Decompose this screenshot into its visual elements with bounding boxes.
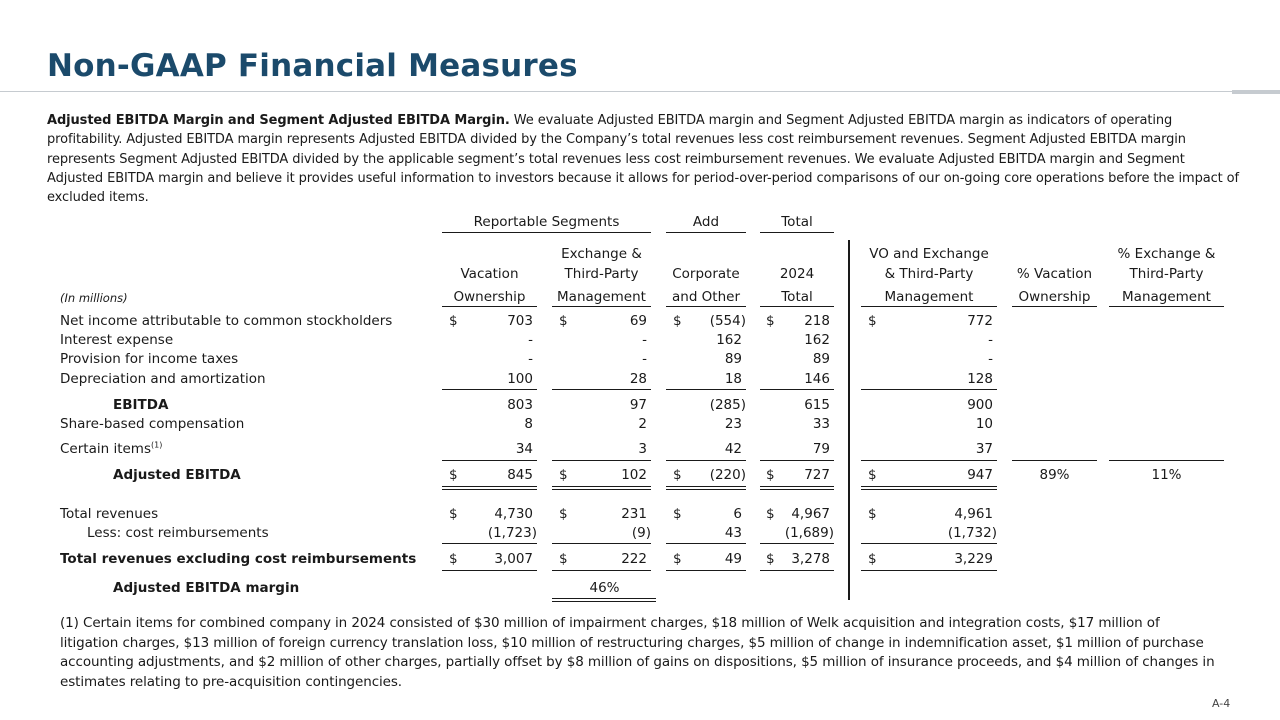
cell-taxes-combo: - bbox=[988, 351, 993, 367]
double-rule bbox=[861, 486, 997, 487]
cell-adj_ebitda-etp: 102 bbox=[621, 467, 647, 483]
title-accent-bar bbox=[1232, 90, 1280, 94]
header-rule bbox=[760, 306, 834, 307]
double-rule bbox=[552, 598, 656, 599]
column-header-etp: Third-Party bbox=[564, 266, 639, 282]
row-label-da: Depreciation and amortization bbox=[60, 371, 266, 387]
cell-adj_ebitda-vo: 845 bbox=[507, 467, 533, 483]
column-header-corp: and Other bbox=[671, 289, 741, 305]
cell-adj_ebitda-combo: 947 bbox=[967, 467, 993, 483]
column-header-vo: Vacation bbox=[460, 266, 519, 282]
cell-interest-etp: - bbox=[642, 332, 647, 348]
column-header-pct_vo: Ownership bbox=[1018, 289, 1091, 305]
cell-adj_ebitda-pct_vo: 89% bbox=[1039, 467, 1070, 483]
column-header-combo: & Third-Party bbox=[884, 266, 974, 282]
cell-sbc-combo: 10 bbox=[975, 416, 993, 432]
table-rule bbox=[760, 389, 834, 390]
table-rule bbox=[1109, 460, 1224, 461]
row-label-net_income: Net income attributable to common stockholders bbox=[60, 313, 393, 329]
cell-taxes-vo: - bbox=[528, 351, 533, 367]
table-rule bbox=[552, 543, 651, 544]
intro-text: We evaluate Adjusted EBITDA margin and Segment Adjusted EBITDA margin as indicators of operating profitability. Adjusted EBITDA margin represents Adjusted EBITDA divided by the Company’s total revenues less cost reimbursement revenues. Segment Adjusted EBITDA margin represents Segment Adjusted EBITDA divided by the applicable segment’s total revenues less cost reimbursement revenues. We evaluate Adjusted EBITDA margin and Segment Adjusted EBITDA margin and believe it provides useful information to investors because it allows for period-over-period comparisons of our on-going core operations before the impact of excluded items. bbox=[47, 113, 1239, 206]
cell-interest-corp: 162 bbox=[716, 332, 742, 348]
header-rule bbox=[666, 306, 746, 307]
table-rule bbox=[760, 460, 834, 461]
currency-symbol: $ bbox=[868, 467, 877, 483]
currency-symbol: $ bbox=[868, 506, 877, 522]
table-rule bbox=[442, 570, 537, 571]
group-rule bbox=[442, 232, 651, 233]
cell-da-combo: 128 bbox=[967, 371, 993, 387]
cell-rev_ex-corp: 49 bbox=[724, 551, 742, 567]
cell-ebitda-etp: 97 bbox=[629, 397, 647, 413]
header-rule bbox=[1012, 306, 1097, 307]
cell-less-vo: (1,723) bbox=[487, 525, 537, 541]
double-rule bbox=[861, 489, 997, 490]
row-label-certain: Certain items$^{(1)}$ bbox=[60, 440, 163, 457]
footnote-marker: (1) bbox=[150, 440, 163, 450]
column-divider bbox=[848, 240, 850, 600]
header-rule bbox=[442, 306, 537, 307]
currency-symbol: $ bbox=[449, 313, 458, 329]
group-header-add: Add bbox=[692, 214, 720, 230]
currency-symbol: $ bbox=[766, 313, 775, 329]
table-rule bbox=[760, 570, 834, 571]
cell-net_income-combo: 772 bbox=[967, 313, 993, 329]
table-rule bbox=[442, 460, 537, 461]
group-header-reportable-segments: Reportable Segments bbox=[473, 214, 620, 230]
table-rule bbox=[861, 460, 997, 461]
double-rule bbox=[552, 489, 651, 490]
cell-interest-combo: - bbox=[988, 332, 993, 348]
cell-sbc-etp: 2 bbox=[638, 416, 647, 432]
row-label-adj_ebitda: Adjusted EBITDA bbox=[113, 467, 241, 483]
cell-adj_ebitda-corp: (220) bbox=[709, 467, 746, 483]
cell-revenues-total: 4,967 bbox=[791, 506, 830, 522]
currency-symbol: $ bbox=[673, 313, 682, 329]
cell-interest-vo: - bbox=[528, 332, 533, 348]
table-rule bbox=[442, 389, 537, 390]
cell-sbc-corp: 23 bbox=[724, 416, 742, 432]
cell-rev_ex-etp: 222 bbox=[621, 551, 647, 567]
currency-symbol: $ bbox=[673, 467, 682, 483]
cell-da-total: 146 bbox=[804, 371, 830, 387]
cell-net_income-etp: 69 bbox=[629, 313, 647, 329]
cell-taxes-total: 89 bbox=[812, 351, 830, 367]
currency-symbol: $ bbox=[449, 467, 458, 483]
cell-ebitda-vo: 803 bbox=[507, 397, 533, 413]
cell-certain-corp: 42 bbox=[724, 441, 742, 457]
table-rule bbox=[861, 570, 997, 571]
header-rule bbox=[861, 306, 997, 307]
cell-net_income-vo: 703 bbox=[507, 313, 533, 329]
column-header-pct_etp: % Exchange & bbox=[1117, 246, 1216, 262]
row-label-interest: Interest expense bbox=[60, 332, 174, 348]
currency-symbol: $ bbox=[766, 551, 775, 567]
cell-less-total: (1,689) bbox=[784, 525, 834, 541]
row-label-sbc: Share-based compensation bbox=[60, 416, 245, 432]
cell-ebitda-combo: 900 bbox=[967, 397, 993, 413]
cell-adj_ebitda-pct_etp: 11% bbox=[1151, 467, 1182, 483]
table-rule bbox=[666, 543, 746, 544]
cell-revenues-etp: 231 bbox=[621, 506, 647, 522]
row-label-rev_ex: Total revenues excluding cost reimbursements bbox=[60, 551, 417, 567]
table-rule bbox=[666, 389, 746, 390]
cell-less-etp: (9) bbox=[631, 525, 651, 541]
table-rule bbox=[861, 389, 997, 390]
table-rule bbox=[760, 543, 834, 544]
cell-ebitda-corp: (285) bbox=[709, 397, 746, 413]
cell-revenues-corp: 6 bbox=[733, 506, 742, 522]
cell-less-corp: 43 bbox=[724, 525, 742, 541]
cell-certain-total: 79 bbox=[812, 441, 830, 457]
currency-symbol: $ bbox=[673, 506, 682, 522]
currency-symbol: $ bbox=[766, 467, 775, 483]
table-rule bbox=[552, 460, 651, 461]
units-label: (In millions) bbox=[60, 291, 128, 305]
double-rule bbox=[666, 486, 746, 487]
cell-rev_ex-vo: 3,007 bbox=[494, 551, 533, 567]
currency-symbol: $ bbox=[559, 506, 568, 522]
header-rule bbox=[1109, 306, 1224, 307]
table-rule bbox=[552, 389, 651, 390]
column-header-combo: Management bbox=[884, 289, 974, 305]
cell-da-vo: 100 bbox=[507, 371, 533, 387]
cell-ebitda-total: 615 bbox=[804, 397, 830, 413]
cell-taxes-corp: 89 bbox=[724, 351, 742, 367]
table-rule bbox=[666, 460, 746, 461]
cell-certain-combo: 37 bbox=[975, 441, 993, 457]
header-rule bbox=[552, 306, 651, 307]
table-rule bbox=[861, 543, 997, 544]
cell-sbc-total: 33 bbox=[812, 416, 830, 432]
cell-sbc-vo: 8 bbox=[524, 416, 533, 432]
currency-symbol: $ bbox=[559, 551, 568, 567]
cell-rev_ex-combo: 3,229 bbox=[954, 551, 993, 567]
currency-symbol: $ bbox=[449, 506, 458, 522]
column-header-pct_etp: Third-Party bbox=[1129, 266, 1204, 282]
group-rule bbox=[666, 232, 746, 233]
group-rule bbox=[760, 232, 834, 233]
table-rule bbox=[1012, 460, 1097, 461]
cell-margin-value: 46% bbox=[589, 580, 620, 596]
double-rule bbox=[442, 489, 537, 490]
double-rule bbox=[760, 486, 834, 487]
currency-symbol: $ bbox=[449, 551, 458, 567]
double-rule bbox=[442, 486, 537, 487]
row-label-margin: Adjusted EBITDA margin bbox=[113, 580, 300, 596]
table-rule bbox=[666, 570, 746, 571]
currency-symbol: $ bbox=[868, 313, 877, 329]
cell-revenues-vo: 4,730 bbox=[494, 506, 533, 522]
page-number: A-4 bbox=[1212, 697, 1231, 710]
column-header-pct_vo: % Vacation bbox=[1016, 266, 1093, 282]
row-label-less: Less: cost reimbursements bbox=[87, 525, 269, 541]
cell-rev_ex-total: 3,278 bbox=[791, 551, 830, 567]
cell-taxes-etp: - bbox=[642, 351, 647, 367]
row-label-taxes: Provision for income taxes bbox=[60, 351, 239, 367]
page-title: Non-GAAP Financial Measures bbox=[47, 48, 578, 84]
intro-paragraph bbox=[47, 111, 1242, 207]
double-rule bbox=[552, 486, 651, 487]
column-header-combo: VO and Exchange bbox=[869, 246, 989, 262]
group-header-total: Total bbox=[781, 214, 813, 230]
column-header-pct_etp: Management bbox=[1122, 289, 1211, 305]
column-header-etp: Exchange & bbox=[561, 246, 642, 262]
cell-da-corp: 18 bbox=[724, 371, 742, 387]
cell-net_income-total: 218 bbox=[804, 313, 830, 329]
double-rule bbox=[552, 601, 656, 602]
cell-revenues-combo: 4,961 bbox=[954, 506, 993, 522]
column-header-total: Total bbox=[781, 289, 813, 305]
column-header-total: 2024 bbox=[779, 266, 815, 282]
column-header-vo: Ownership bbox=[453, 289, 526, 305]
cell-certain-vo: 34 bbox=[515, 441, 533, 457]
currency-symbol: $ bbox=[559, 467, 568, 483]
cell-interest-total: 162 bbox=[804, 332, 830, 348]
cell-less-combo: (1,732) bbox=[947, 525, 997, 541]
currency-symbol: $ bbox=[673, 551, 682, 567]
column-header-etp: Management bbox=[557, 289, 646, 305]
double-rule bbox=[760, 489, 834, 490]
intro-lead: Adjusted EBITDA Margin and Segment Adjusted EBITDA Margin. bbox=[47, 113, 510, 128]
cell-certain-etp: 3 bbox=[638, 441, 647, 457]
cell-net_income-corp: (554) bbox=[709, 313, 746, 329]
footnote: (1) Certain items for combined company in 2024 consisted of $30 million of impairment charges, $18 million of Welk acquisition and integration costs, $17 million of litigation charges, $13 million of foreign currency translation loss, $10 million of restructuring charges, $5 million of change in indemnification asset, $1 million of purchase accounting adjustments, and $2 million of other charges, partially offset by $8 million of gains on dispositions, $5 million of insurance proceeds, and $4 million of changes in estimates relating to pre-acquisition contingencies. bbox=[60, 615, 1215, 690]
column-header-corp: Corporate bbox=[672, 266, 740, 282]
row-label-revenues: Total revenues bbox=[60, 506, 159, 522]
table-rule bbox=[552, 570, 651, 571]
title-divider bbox=[0, 91, 1280, 92]
currency-symbol: $ bbox=[559, 313, 568, 329]
cell-da-etp: 28 bbox=[629, 371, 647, 387]
currency-symbol: $ bbox=[868, 551, 877, 567]
double-rule bbox=[666, 489, 746, 490]
row-label-ebitda: EBITDA bbox=[113, 397, 169, 413]
table-rule bbox=[442, 543, 537, 544]
currency-symbol: $ bbox=[766, 506, 775, 522]
cell-adj_ebitda-total: 727 bbox=[804, 467, 830, 483]
